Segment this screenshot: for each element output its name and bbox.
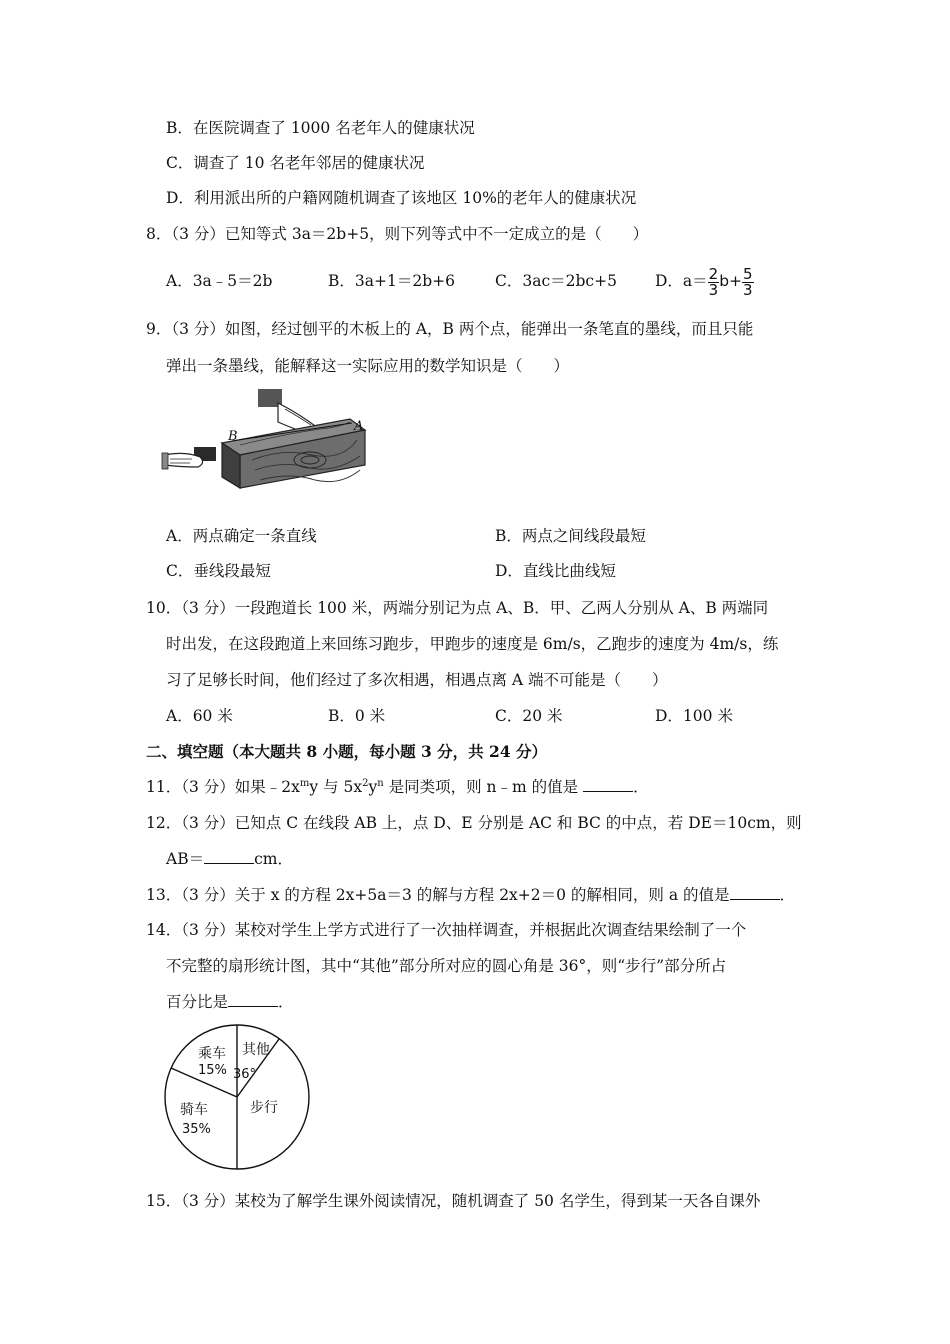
- q10-option-d: D．100 米: [655, 707, 733, 725]
- q8-option-c: C．3ac＝2bc+5: [495, 272, 617, 290]
- q11-part4: 是同类项，则 n﹣m 的值是: [383, 778, 584, 796]
- q11-stem: [146, 777, 649, 797]
- q8-fraction-1: [708, 264, 720, 299]
- q13-pre: 13．（3 分）关于 x 的方程 2x+5a＝3 的解与方程 2x+2＝0 的解相同，则 a 的值是: [146, 886, 730, 904]
- q13-stem: [146, 885, 795, 905]
- q9-option-a: A．两点确定一条直线: [166, 527, 317, 545]
- q14-stem-line2: 不完整的扇形统计图，其中“其他”部分所对应的圆心角是 36°，则“步行”部分所占: [166, 957, 727, 975]
- q12-line2-pre: AB＝: [166, 850, 205, 868]
- q8-option-a: A．3a﹣5＝2b: [166, 272, 273, 290]
- q11-answer-blank[interactable]: [583, 777, 633, 792]
- q9-option-b: B．两点之间线段最短: [495, 527, 646, 545]
- pie-label-bu: 步行: [250, 1100, 278, 1116]
- label-b: B: [228, 429, 238, 444]
- q9-stem-line2: 弹出一条墨线，能解释这一实际应用的数学知识是（ ）: [166, 357, 570, 375]
- q12-answer-blank[interactable]: [204, 849, 254, 864]
- wood-board-figure: [160, 385, 375, 495]
- left-hand: [165, 453, 203, 467]
- q8-option-d-prefix: D．a＝: [655, 272, 708, 290]
- q8-option-d-middle: b+: [719, 272, 743, 290]
- q9-option-d: D．直线比曲线短: [495, 562, 616, 580]
- q14-stem-line3: [166, 992, 294, 1012]
- q8-fraction-1-numerator: 2: [708, 264, 719, 283]
- q14-answer-blank[interactable]: [228, 992, 278, 1007]
- q11-part2: y 与 5x: [309, 778, 363, 796]
- q11-sup-m: m: [299, 777, 310, 789]
- q15-stem-line1: 15．（3 分）某校为了解学生课外阅读情况，随机调查了 50 名学生，得到某一天各自课外: [146, 1192, 761, 1210]
- label-a: A: [354, 419, 364, 434]
- q14-line3-pre: 百分比是: [166, 993, 229, 1011]
- q12-stem-line1: 12．（3 分）已知点 C 在线段 AB 上，点 D、E 分别是 AC 和 BC 的中点，若 DE＝10cm，则: [146, 814, 802, 832]
- q11-end: ．: [633, 778, 649, 796]
- pie-pct-cheng: 15%: [198, 1063, 227, 1078]
- q11-part1: 11．（3 分）如果﹣2x: [146, 778, 300, 796]
- q8-fraction-1-denominator: 3: [708, 280, 719, 299]
- q12-line2-post: cm．: [254, 850, 293, 868]
- q9-option-c: C．垂线段最短: [166, 562, 271, 580]
- q10-option-c: C．20 米: [495, 707, 563, 725]
- pie-label-qi: 骑车: [180, 1102, 208, 1118]
- pie-angle-qita: 36°: [233, 1067, 257, 1082]
- pie-chart: [160, 1022, 315, 1172]
- q10-stem-line2: 时出发，在这段跑道上来回练习跑步，甲跑步的速度是 6m/s，乙跑步的速度为 4m/s，练: [166, 635, 779, 653]
- q10-option-a: A．60 米: [166, 707, 233, 725]
- pie-pct-qi: 35%: [182, 1122, 211, 1137]
- q8-fraction-2-denominator: 3: [743, 280, 753, 299]
- q12-stem-line2: [166, 849, 293, 869]
- q7-option-b: B．在医院调查了 1000 名老年人的健康状况: [166, 119, 475, 137]
- q13-end: ．: [779, 886, 796, 904]
- q11-sup-n: n: [377, 777, 384, 789]
- q8-fraction-2-numerator: 5: [743, 264, 753, 283]
- q10-stem-line1: 10．（3 分）一段跑道长 100 米，两端分别记为点 A、B．甲、乙两人分别从 A、B 两端同: [146, 599, 769, 617]
- q8-fraction-2: [742, 264, 754, 299]
- q8-stem: 8．（3 分）已知等式 3a＝2b+5，则下列等式中不一定成立的是（ ）: [146, 225, 649, 243]
- q11-sup-2: 2: [362, 777, 369, 789]
- q10-stem-line3: 习了足够长时间，他们经过了多次相遇，相遇点离 A 端不可能是（ ）: [166, 671, 668, 689]
- q8-option-b: B．3a+1＝2b+6: [328, 272, 455, 290]
- q10-option-b: B．0 米: [328, 707, 386, 725]
- q9-stem-line1: 9．（3 分）如图，经过刨平的木板上的 A，B 两个点，能弹出一条笔直的墨线，而且只能: [146, 320, 754, 338]
- q11-part3: y: [368, 778, 378, 796]
- q7-option-c: C．调查了 10 名老年邻居的健康状况: [166, 154, 425, 172]
- q7-option-d: D．利用派出所的户籍网随机调查了该地区 10%的老年人的健康状况: [166, 189, 637, 207]
- q8-option-d: [655, 260, 754, 302]
- q13-answer-blank[interactable]: [730, 885, 780, 900]
- section-heading: 二、填空题（本大题共 8 小题，每小题 3 分，共 24 分）: [146, 742, 548, 761]
- pie-label-cheng: 乘车: [198, 1046, 226, 1062]
- q14-stem-line1: 14．（3 分）某校对学生上学方式进行了一次抽样调查，并根据此次调查结果绘制了一个: [146, 921, 747, 939]
- pie-label-qita: 其他: [242, 1042, 270, 1058]
- q14-line3-end: ．: [278, 993, 294, 1011]
